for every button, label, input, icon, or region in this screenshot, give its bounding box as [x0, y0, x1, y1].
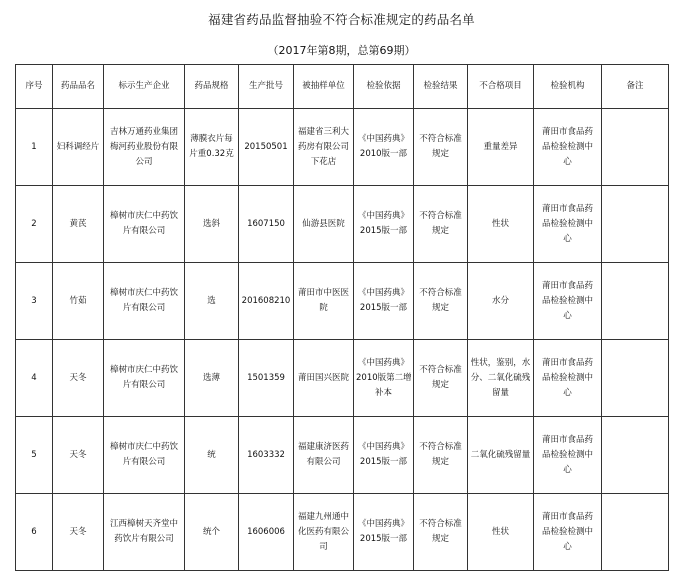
header-sampled: 被抽样单位 — [294, 65, 354, 109]
table-row — [16, 186, 669, 263]
table-row — [16, 109, 669, 186]
cell-maker-line: 樟树市庆仁中药饮 — [109, 442, 178, 452]
cell-item — [468, 263, 534, 340]
cell-item — [468, 340, 534, 417]
cell-no: 6 — [16, 494, 53, 571]
cell-sampled-line: 院 — [319, 303, 328, 313]
cell-name: 天冬 — [53, 494, 104, 571]
cell-agency-line: 心 — [563, 156, 572, 167]
cell-basis-line: 《中国药典》 — [357, 134, 409, 144]
cell-basis-line: 2015版一部 — [359, 303, 408, 313]
cell-sampled-line: 有限公司 — [306, 457, 341, 467]
cell-sampled — [294, 186, 354, 263]
cell-item-line: 留量 — [491, 387, 509, 398]
cell-maker-line: 樟树市庆仁中药饮 — [109, 211, 178, 221]
cell-spec — [185, 340, 239, 417]
cell-agency-line: 莆田市食品药 — [541, 357, 593, 368]
cell-agency-line: 莆田市食品药 — [541, 434, 593, 445]
cell-result-line: 规定 — [431, 303, 449, 313]
cell-basis-line: 2010版第二增 — [356, 372, 412, 383]
cell-agency-line: 心 — [563, 387, 572, 398]
cell-result — [414, 494, 468, 571]
cell-spec-line: 统个 — [202, 526, 220, 537]
cell-agency — [534, 263, 602, 340]
table-row — [16, 340, 669, 417]
header-result: 检验结果 — [414, 65, 468, 109]
cell-sampled — [294, 340, 354, 417]
cell-agency-line: 心 — [563, 464, 572, 475]
cell-item — [468, 109, 534, 186]
cell-name: 天冬 — [53, 417, 104, 494]
cell-spec-line: 选 — [207, 295, 216, 306]
cell-basis — [354, 417, 414, 494]
cell-basis-line: 2010版一部 — [359, 149, 408, 159]
cell-basis-line: 补本 — [374, 387, 392, 398]
cell-basis-line: 2015版一部 — [359, 226, 408, 236]
header-item: 不合格项目 — [468, 65, 534, 109]
cell-note — [602, 186, 669, 263]
cell-note — [602, 340, 669, 417]
cell-basis-line: 《中国药典》 — [357, 357, 409, 368]
cell-maker-line: 片有限公司 — [122, 303, 166, 313]
cell-result-line: 不符合标准 — [419, 288, 462, 298]
cell-result-line: 规定 — [431, 226, 449, 236]
cell-maker-line: 片有限公司 — [122, 226, 166, 236]
cell-item — [468, 417, 534, 494]
cell-agency-line: 心 — [563, 541, 572, 552]
cell-sampled-line: 化医药有限公 — [297, 526, 349, 537]
cell-result — [414, 263, 468, 340]
cell-name: 妇科调经片 — [53, 109, 104, 186]
cell-sampled-line: 莆田国兴医院 — [297, 372, 349, 383]
header-no: 序号 — [16, 65, 53, 109]
cell-result — [414, 340, 468, 417]
cell-result-line: 规定 — [431, 380, 449, 390]
cell-sampled — [294, 109, 354, 186]
cell-basis-line: 《中国药典》 — [357, 211, 409, 221]
cell-maker — [104, 109, 185, 186]
table-row — [16, 263, 669, 340]
cell-sampled-line: 莆田市中医医 — [297, 288, 349, 298]
cell-name: 竹茹 — [53, 263, 104, 340]
cell-note — [602, 494, 669, 571]
cell-result-line: 不符合标准 — [419, 211, 462, 221]
cell-item-line: 性状，鉴别，水 — [470, 357, 531, 368]
cell-basis — [354, 494, 414, 571]
table-body — [16, 109, 669, 571]
cell-sampled-line: 福建九州通中 — [297, 511, 349, 522]
cell-batch: 1603332 — [239, 417, 294, 494]
cell-agency-line: 品检验检测中 — [541, 526, 593, 537]
header-note: 备注 — [602, 65, 669, 109]
cell-agency — [534, 340, 602, 417]
cell-spec-line: 选斜 — [202, 218, 220, 229]
table-row — [16, 494, 669, 571]
cell-name: 天冬 — [53, 340, 104, 417]
cell-result — [414, 109, 468, 186]
cell-agency-line: 心 — [563, 233, 572, 244]
cell-basis-line: 《中国药典》 — [357, 442, 409, 452]
cell-sampled — [294, 494, 354, 571]
cell-no: 5 — [16, 417, 53, 494]
table-header-row — [16, 65, 669, 109]
cell-sampled-line: 福建康济医药 — [297, 442, 349, 452]
cell-batch: 201608210 — [239, 263, 294, 340]
cell-maker-line: 片有限公司 — [122, 457, 166, 467]
cell-result-line: 不符合标准 — [419, 134, 462, 144]
cell-sampled-line: 福建省三利大 — [297, 126, 349, 137]
cell-result-line: 不符合标准 — [419, 442, 462, 452]
cell-sampled-line: 司 — [319, 541, 328, 552]
cell-name: 黄芪 — [53, 186, 104, 263]
cell-maker-line: 梅河药业股份有限 — [109, 141, 178, 152]
cell-item-line: 水分 — [491, 295, 509, 306]
document-subtitle: （2017年第8期，总第69期） — [267, 44, 416, 57]
cell-result-line: 不符合标准 — [419, 519, 462, 529]
cell-basis — [354, 109, 414, 186]
cell-maker-line: 樟树市庆仁中药饮 — [109, 365, 178, 375]
header-basis: 检验依据 — [354, 65, 414, 109]
cell-maker — [104, 263, 185, 340]
cell-batch: 20150501 — [239, 109, 294, 186]
cell-spec-line: 选薄 — [202, 372, 220, 383]
cell-basis-line: 《中国药典》 — [357, 519, 409, 529]
cell-item-line: 性状 — [491, 526, 509, 537]
cell-item-line: 性状 — [491, 218, 509, 229]
cell-agency-line: 品检验检测中 — [541, 141, 593, 152]
header-agency: 检验机构 — [534, 65, 602, 109]
cell-item — [468, 494, 534, 571]
cell-agency-line: 品检验检测中 — [541, 449, 593, 460]
cell-basis-line: 2015版一部 — [359, 457, 408, 467]
cell-sampled-line: 药房有限公司 — [297, 141, 349, 152]
cell-note — [602, 417, 669, 494]
cell-spec — [185, 494, 239, 571]
cell-spec-line: 统 — [207, 449, 216, 460]
cell-item-line: 分、二氧化硫残 — [470, 372, 531, 383]
cell-maker-line: 药饮片有限公司 — [114, 534, 174, 544]
cell-spec — [185, 186, 239, 263]
header-batch: 生产批号 — [239, 65, 294, 109]
cell-basis — [354, 186, 414, 263]
cell-note — [602, 263, 669, 340]
cell-maker-line: 公司 — [135, 156, 153, 167]
cell-maker-line: 江西樟树天齐堂中 — [109, 519, 178, 529]
cell-no: 2 — [16, 186, 53, 263]
cell-spec — [185, 263, 239, 340]
cell-agency-line: 心 — [563, 310, 572, 321]
cell-batch: 1501359 — [239, 340, 294, 417]
cell-batch: 1607150 — [239, 186, 294, 263]
cell-maker — [104, 494, 185, 571]
cell-result — [414, 186, 468, 263]
cell-agency-line: 莆田市食品药 — [541, 511, 593, 522]
cell-agency-line: 莆田市食品药 — [541, 203, 593, 214]
cell-sampled-line: 下花店 — [310, 156, 337, 167]
cell-result — [414, 417, 468, 494]
cell-maker-line: 吉林万通药业集团 — [109, 126, 178, 137]
cell-maker — [104, 417, 185, 494]
header-name: 药品品名 — [53, 65, 104, 109]
cell-spec-line: 薄膜衣片每 — [190, 134, 233, 144]
cell-agency-line: 品检验检测中 — [541, 218, 593, 229]
cell-spec — [185, 417, 239, 494]
cell-result-line: 规定 — [431, 457, 449, 467]
cell-no: 1 — [16, 109, 53, 186]
cell-batch: 1606006 — [239, 494, 294, 571]
cell-agency-line: 莆田市食品药 — [541, 126, 593, 137]
header-maker: 标示生产企业 — [104, 65, 185, 109]
cell-agency — [534, 494, 602, 571]
cell-result-line: 规定 — [431, 149, 449, 159]
cell-sampled-line: 仙游县医院 — [302, 218, 345, 229]
cell-no: 3 — [16, 263, 53, 340]
cell-agency-line: 品检验检测中 — [541, 295, 593, 306]
cell-spec-line: 片重0.32克 — [189, 149, 234, 159]
header-spec: 药品规格 — [185, 65, 239, 109]
cell-sampled — [294, 263, 354, 340]
cell-maker-line: 樟树市庆仁中药饮 — [109, 288, 178, 298]
cell-spec — [185, 109, 239, 186]
cell-result-line: 规定 — [431, 534, 449, 544]
cell-agency — [534, 417, 602, 494]
cell-note — [602, 109, 669, 186]
table-row — [16, 417, 669, 494]
cell-agency — [534, 109, 602, 186]
cell-basis — [354, 340, 414, 417]
cell-item — [468, 186, 534, 263]
cell-item-line: 重量差异 — [483, 141, 518, 152]
cell-maker — [104, 186, 185, 263]
cell-basis-line: 《中国药典》 — [357, 288, 409, 298]
cell-item-line: 二氧化硫残留量 — [470, 449, 531, 460]
cell-no: 4 — [16, 340, 53, 417]
cell-maker — [104, 340, 185, 417]
cell-result-line: 不符合标准 — [419, 365, 462, 375]
drug-table — [15, 64, 669, 571]
cell-basis — [354, 263, 414, 340]
cell-maker-line: 片有限公司 — [122, 380, 166, 390]
cell-basis-line: 2015版一部 — [359, 534, 408, 544]
cell-agency — [534, 186, 602, 263]
cell-agency-line: 莆田市食品药 — [541, 280, 593, 291]
cell-agency-line: 品检验检测中 — [541, 372, 593, 383]
cell-sampled — [294, 417, 354, 494]
document-title: 福建省药品监督抽验不符合标准规定的药品名单 — [208, 12, 475, 27]
